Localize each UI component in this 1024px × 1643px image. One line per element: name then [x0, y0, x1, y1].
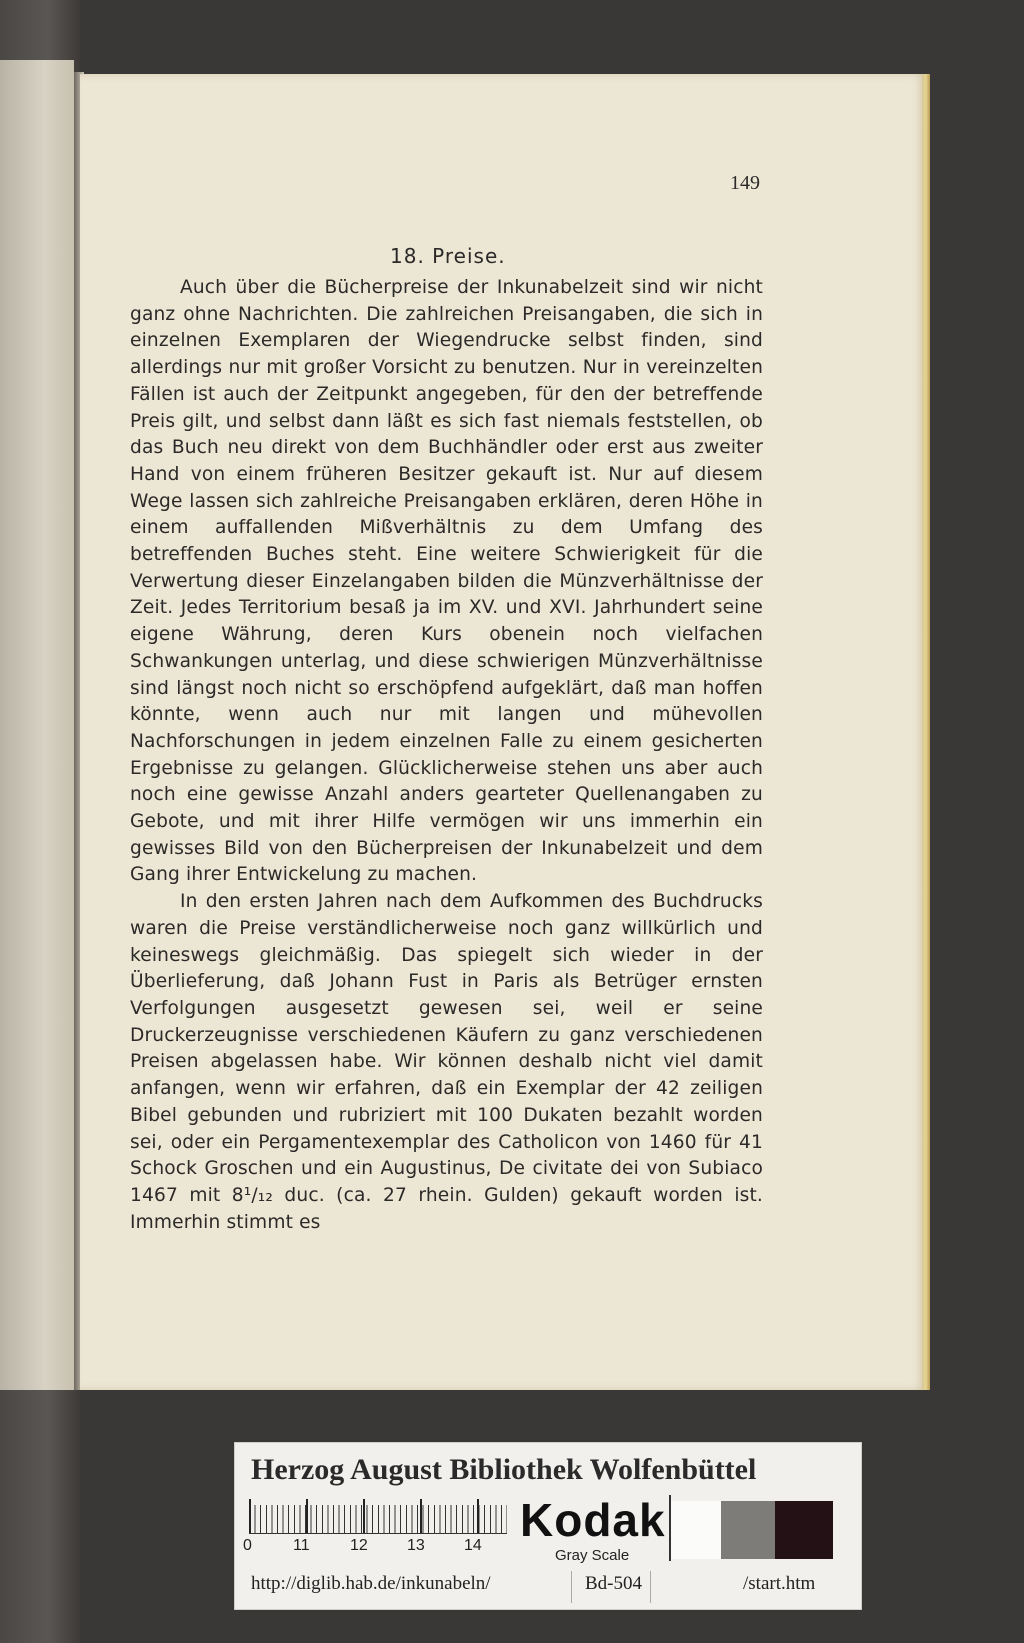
paragraph: Auch über die Bücherpreise der Inkunabelzeit sind wir nicht ganz ohne Nachrichten. Die zahlreichen Preisangaben, die sich in einzelnen Exemplaren der Wiegendrucke selbst finden, sind allerdings nur mit großer Vorsicht zu benutzen. Nur in vereinzelten Fällen ist auch der Zeitpunkt angegeben, für den der betreffende Preis gilt, und selbst dann läßt es sich fast niemals feststellen, ob das Buch neu direkt von dem Buchhändler oder erst aus zweiter Hand von einem früheren Besitzer gekauft ist. Nur auf diesem Wege lassen sich zahlreiche Preisangaben erklären, deren Höhe in einem auffallenden Mißverhältnis zu dem Umfang des betreffenden Buches steht. Eine weitere Schwierigkeit für die Verwertung dieser Einzelangaben bilden die Münzverhältnisse der Zeit. Jedes Territorium besaß ja im XV. und XVI. Jahrhundert seine eigene Währung, deren Kurs obenein noch vielfachen Schwankungen unterlag, und diese schwierigen Münzverhältnisse sind längst noch nicht so erschöpfend aufgeklärt, daß man hoffen könnte, wenn auch nur mit langen und mühevollen Nachforschungen in jedem einzelnen Falle zu einem gesicherten Ergebnisse zu gelangen. Glücklicherweise stehen uns aber auch noch eine gewisse Anzahl anders gearteter Quellenangaben zu Gebote, und mit ihrer Hilfe vermögen wir uns immerhin ein gewisses Bild von den Bücherpreisen der Inkunabelzeit und dem Gang ihrer Entwickelung zu machen. — [130, 277, 763, 886]
ruler-major-tick — [306, 1499, 308, 1533]
ruler-major-tick — [420, 1499, 422, 1533]
shelfmark-code: Bd-504 — [585, 1573, 642, 1594]
ruler-major-tick — [477, 1499, 479, 1533]
gray-scale-label: Gray Scale — [555, 1547, 630, 1564]
ruler-label: 14 — [464, 1537, 482, 1554]
color-target-card — [234, 1442, 862, 1610]
ruler-label: 0 — [243, 1537, 252, 1554]
url-right: /start.htm — [743, 1573, 816, 1594]
paragraph: In den ersten Jahren nach dem Aufkommen des Buchdrucks waren die Preise verständlicherweise noch ganz willkürlich und keineswegs gleichmäßig. Das spiegelt sich wieder in der Überlieferung, daß Johann Fust in Paris als Betrüger ernsten Verfolgungen ausgesetzt gewesen sei, weil er seine Druckerzeugnisse verschiedenen Käufern zu ganz verschiedenen Preisen abgelassen habe. Wir können deshalb nicht viel damit anfangen, wenn wir erfahren, daß ein Exemplar der 42 zeiligen Bibel gebunden und rubriziert mit 100 Dukaten bezahlt worden sei, oder ein Pergamentexemplar des Catholicon von 1460 für 41 Schock Groschen und ein Augustinus, De civitate dei von Subiaco 1467 mit 8¹/₁₂ duc. (ca. 27 rhein. Gulden) gekauft worden ist. Immerhin stimmt es — [130, 891, 763, 1233]
ruler-label: 12 — [350, 1537, 368, 1554]
page-number: 149 — [730, 172, 760, 194]
left-facing-page — [0, 60, 74, 1390]
gray-swatch-white — [671, 1501, 721, 1559]
ruler-major-tick — [249, 1499, 251, 1533]
ruler-scale — [249, 1505, 507, 1534]
kodak-logo: Kodak — [520, 1494, 666, 1546]
body-text — [130, 275, 763, 1236]
gray-swatch-black — [775, 1501, 833, 1559]
ruler-major-tick — [363, 1499, 365, 1533]
section-heading: 18. Preise. — [390, 244, 506, 268]
gray-swatch-mid — [721, 1501, 775, 1559]
url-left: http://diglib.hab.de/inkunabeln/ — [251, 1573, 491, 1594]
ruler-label: 11 — [293, 1537, 310, 1554]
ruler-label: 13 — [407, 1537, 425, 1554]
page-edge — [922, 74, 930, 1390]
library-title: Herzog August Bibliothek Wolfenbüttel — [251, 1453, 757, 1486]
